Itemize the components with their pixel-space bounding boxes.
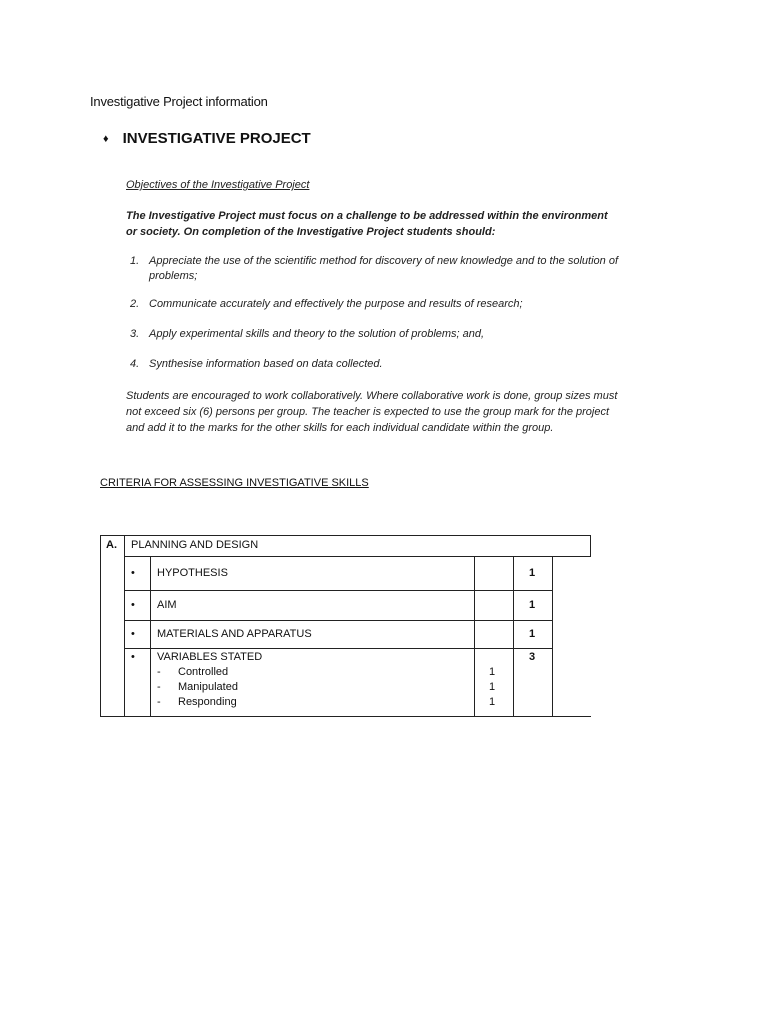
criteria-table — [100, 535, 591, 717]
section-letter: A. — [106, 539, 117, 551]
objective-text: Appreciate the use of the scientific method for discovery of new knowledge and to the solution of problems; — [149, 255, 618, 282]
table-border-left — [100, 535, 101, 717]
table-divider-bullet — [150, 556, 151, 717]
sub-item-dash: - — [157, 666, 161, 678]
section-title: PLANNING AND DESIGN — [131, 539, 259, 551]
table-divider-score — [552, 556, 553, 717]
collaboration-note: Students are encouraged to work collaboratively. Where collaborative work is done, group sizes must not exceed six (6) persons per group. The teacher is expected to use the group mark for the project and add it to the marks for the other skills for each individual candidate within the group. — [126, 390, 618, 434]
table-divider-letter — [124, 535, 125, 717]
criterion-label: AIM — [157, 599, 177, 611]
objective-text: Synthesise information based on data collected. — [149, 358, 383, 370]
sub-item-mark: 1 — [489, 681, 496, 693]
table-bottom-line — [100, 716, 591, 717]
objective-item — [130, 327, 618, 342]
sub-item-label: Responding — [178, 696, 237, 708]
section-heading — [103, 130, 311, 147]
sub-item-dash: - — [157, 681, 161, 693]
sub-item-mark: 1 — [489, 666, 496, 678]
objective-text: Communicate accurately and effectively the purpose and results of research; — [149, 298, 523, 310]
table-row-line — [124, 648, 553, 649]
objective-item — [130, 297, 618, 312]
intro-paragraph: The Investigative Project must focus on a challenge to be addressed within the environment or society. On completion of the Investigative Project students should: — [126, 210, 608, 238]
sub-item-dash: - — [157, 696, 161, 708]
table-row-line — [124, 620, 553, 621]
criteria-title: CRITERIA FOR ASSESSING INVESTIGATIVE SKILLS — [100, 477, 369, 489]
row-bullet-icon: • — [131, 599, 135, 611]
table-header-bottom — [124, 556, 591, 557]
criterion-label: MATERIALS AND APPARATUS — [157, 628, 312, 640]
objective-number: 2. — [130, 298, 140, 310]
criterion-total: 1 — [529, 599, 536, 611]
table-border-top — [100, 535, 591, 536]
row-bullet-icon: • — [131, 628, 135, 640]
table-divider-total — [513, 556, 514, 717]
criterion-total: 1 — [529, 628, 536, 640]
objective-number: 4. — [130, 358, 140, 370]
sub-item-label: Controlled — [178, 666, 229, 678]
table-divider-submark — [474, 556, 475, 717]
objective-item — [130, 254, 618, 284]
sub-item-mark: 1 — [489, 696, 496, 708]
objective-number: 1. — [130, 255, 140, 267]
objective-text: Apply experimental skills and theory to the solution of problems; and, — [149, 328, 485, 340]
criterion-total: 1 — [529, 567, 536, 579]
table-row-line — [124, 590, 553, 591]
criterion-total: 3 — [529, 651, 536, 663]
row-bullet-icon: • — [131, 567, 135, 579]
criterion-label: VARIABLES STATED — [157, 651, 263, 663]
objectives-title: Objectives of the Investigative Project — [126, 179, 310, 191]
table-border-right — [590, 535, 591, 557]
sub-item-label: Manipulated — [178, 681, 238, 693]
section-title: INVESTIGATIVE PROJECT — [122, 130, 311, 147]
diamond-bullet-icon: ♦ — [103, 132, 109, 145]
page-heading: Investigative Project information — [90, 94, 268, 109]
criterion-label: HYPOTHESIS — [157, 567, 228, 579]
objective-item — [130, 357, 618, 372]
row-bullet-icon: • — [131, 651, 135, 663]
objective-number: 3. — [130, 328, 140, 340]
